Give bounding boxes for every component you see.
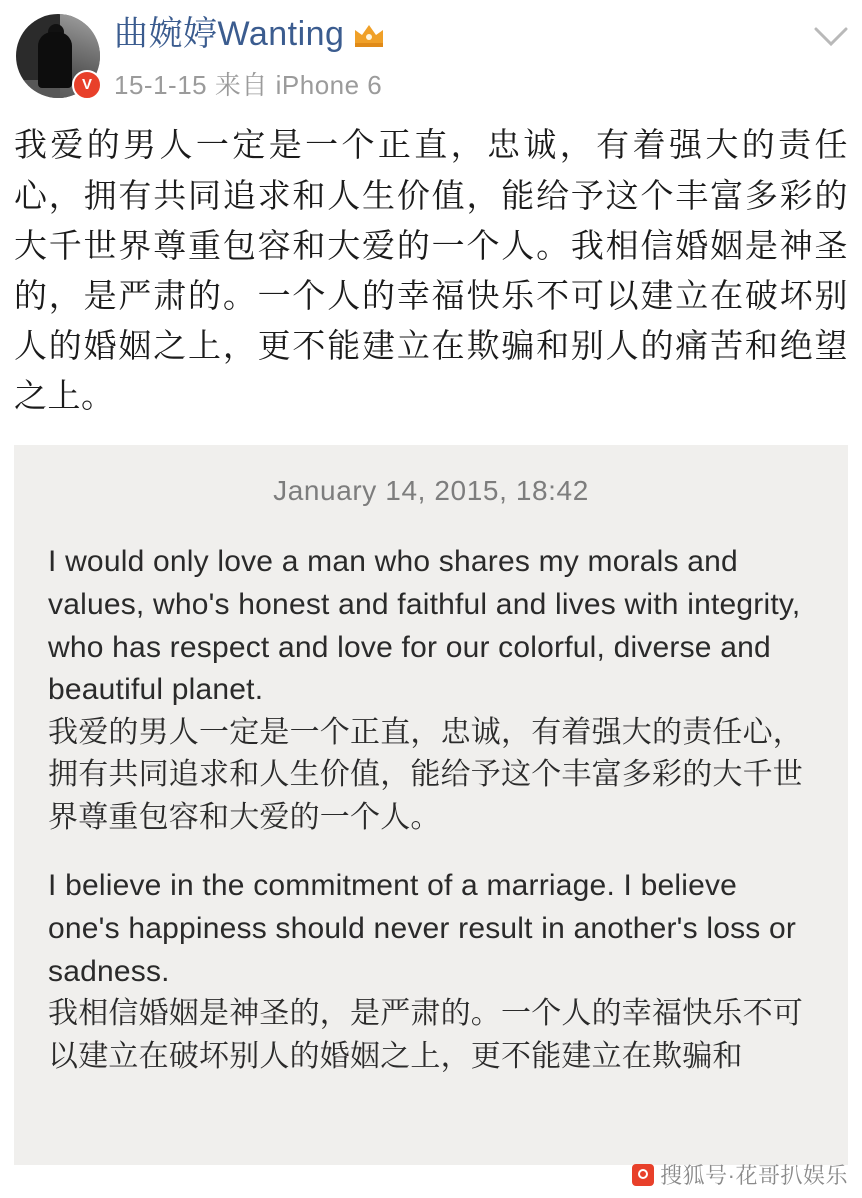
note-date: January 14, 2015, 18:42 [273,475,589,507]
watermark [632,1159,848,1190]
avatar[interactable] [16,14,100,98]
post-content: 我爱的男人一定是一个正直，忠诚，有着强大的责任心，拥有共同追求和人生价值，能给予这个丰富多彩的大千世界尊重包容和大爱的一个人。我相信婚姻是神圣的，是严肃的。一个人的幸福快乐不可以建立在破坏别人的婚姻之上，更不能建立在欺骗和别人的痛苦和绝望之上。 [14,126,848,415]
watermark-text: 搜狐号·花哥扒娱乐 [660,1163,848,1188]
note-paragraph-1-cn: 我爱的男人一定是一个正直，忠诚，有着强大的责任心，拥有共同追求和人生价值，能给予这个丰富多彩的大千世界尊重包容和大爱的一个人。 [48,715,803,834]
post-meta [114,65,846,102]
verified-badge-icon: V [72,70,102,100]
post-header [0,0,862,102]
author-name[interactable]: 曲婉婷Wanting [114,15,345,53]
sohu-logo-icon [632,1164,654,1186]
avatar-figure [38,32,72,88]
note-spacer [48,839,814,865]
post-source-prefix: 来自 [214,70,268,101]
note-paragraph-1-en: I would only love a man who shares my morals and values, who's honest and faithful and lives with integrity, who has respect and love for our colorful, diverse and beautiful planet. [48,545,801,707]
note-image[interactable] [14,445,848,1165]
post-date: 15-1-15 [114,70,208,101]
crown-icon [352,21,386,49]
name-row [114,16,846,53]
chevron-down-icon[interactable] [814,26,848,48]
header-text [114,14,846,102]
note-paragraph-2-cn: 我相信婚姻是神圣的，是严肃的。一个人的幸福快乐不可以建立在破坏别人的婚姻之上，更不能建立在欺骗和 [48,997,803,1073]
post-source[interactable]: iPhone 6 [275,70,383,101]
note-paragraph-2-en: I believe in the commitment of a marriage. I believe one's happiness should never result in another's loss or sadness. [48,869,797,988]
